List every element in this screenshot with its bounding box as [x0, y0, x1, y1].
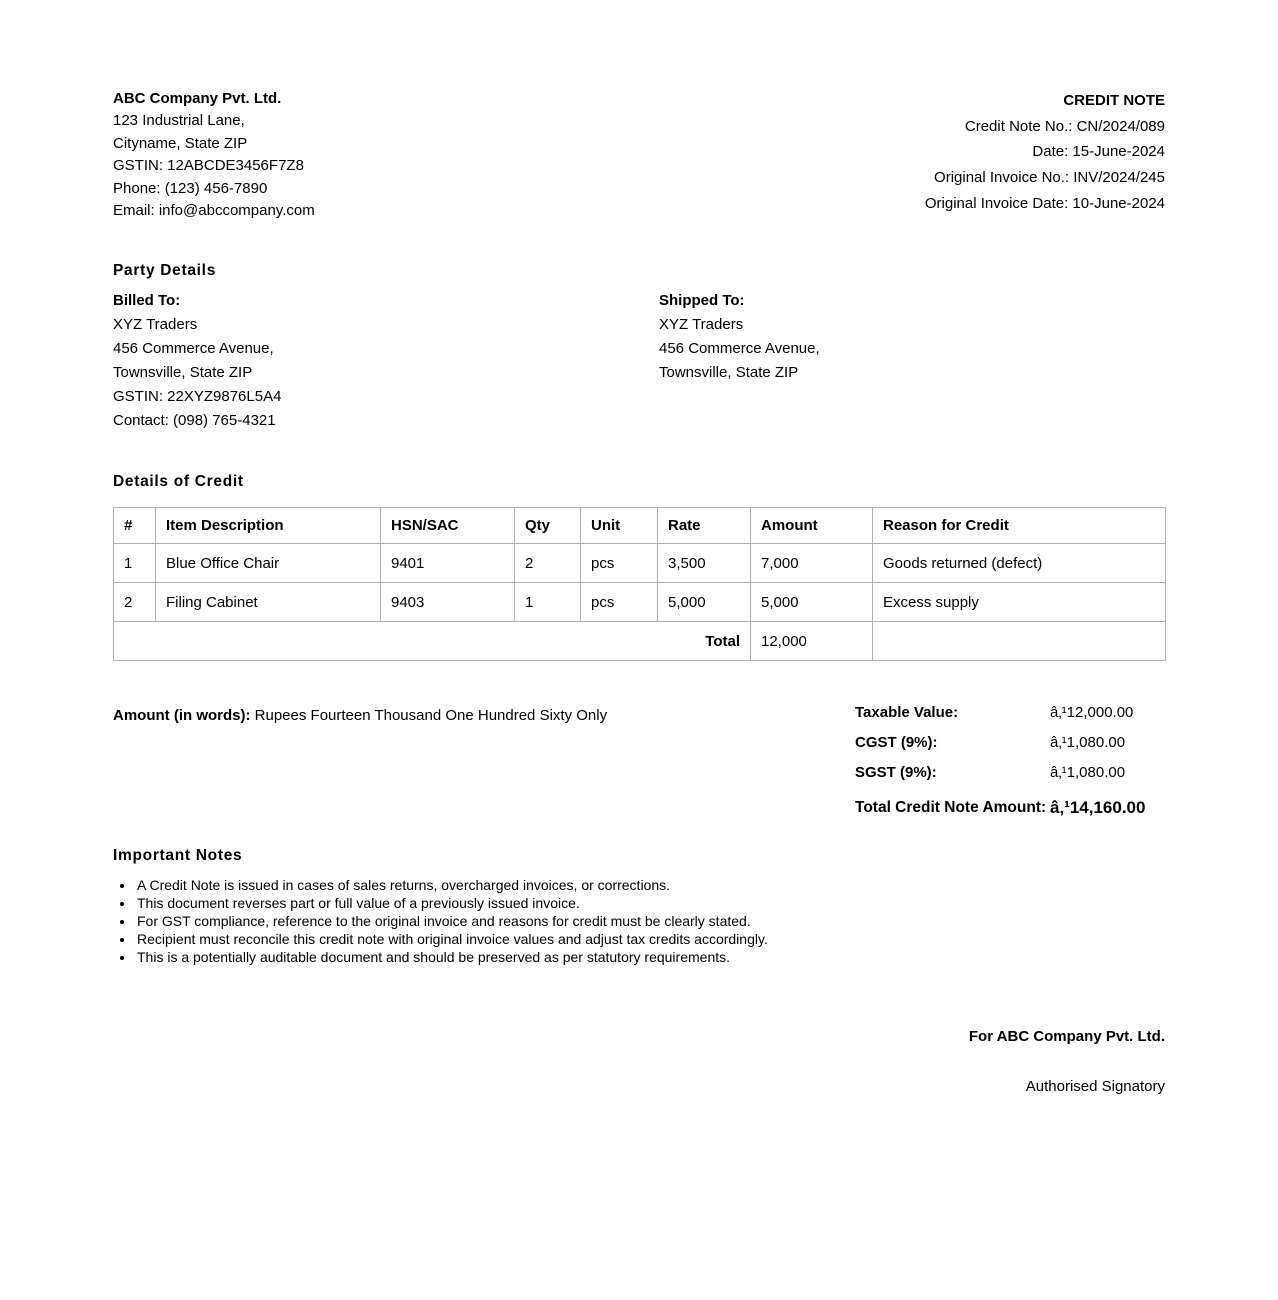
- shipped-to-name: XYZ Traders: [659, 316, 744, 334]
- total-reason-empty-cell: [873, 622, 1166, 661]
- note-item: • This is a potentially auditable document and should be preserved as per statutory requirements.: [135, 949, 1165, 967]
- taxable-value-label: Taxable Value:: [855, 704, 959, 722]
- table-row: [114, 544, 1166, 583]
- note-item: • Recipient must reconcile this credit note with original invoice values and adjust tax credits accordingly.: [135, 931, 1165, 949]
- cell-qty: 1: [515, 583, 581, 622]
- shipped-to-block: [659, 289, 820, 433]
- col-header-hsn-sac: HSN/SAC: [381, 508, 515, 544]
- col-header-rate: Rate: [658, 508, 751, 544]
- seller-address-line1: 123 Industrial Lane,: [113, 112, 245, 130]
- signature-for-company: For ABC Company Pvt. Ltd.: [968, 1028, 1165, 1046]
- cell-reason: Goods returned (defect): [873, 544, 1166, 583]
- credit-items-table: [113, 507, 1166, 661]
- sgst-amount: â‚¹1,080.00: [1050, 764, 1126, 782]
- col-header-qty: Qty: [515, 508, 581, 544]
- document-title: CREDIT NOTE: [1063, 92, 1165, 109]
- sgst-line: [855, 758, 1165, 788]
- shipped-to-address1: 456 Commerce Avenue,: [659, 340, 820, 358]
- cell-index: 2: [114, 583, 156, 622]
- seller-gstin: GSTIN: 12ABCDE3456F7Z8: [113, 157, 304, 175]
- table-header-row: [114, 508, 1166, 544]
- cell-rate: 5,000: [658, 583, 751, 622]
- details-of-credit-section: [113, 473, 1165, 661]
- note-item: • This document reverses part or full value of a previously issued invoice.: [135, 895, 1165, 913]
- important-notes-section: [113, 847, 1165, 966]
- billed-to-name: XYZ Traders: [113, 316, 198, 334]
- original-invoice-number: Original Invoice No.: INV/2024/245: [934, 169, 1165, 187]
- tax-summary-block: [855, 698, 1165, 819]
- taxable-value-amount: â‚¹12,000.00: [1050, 704, 1134, 722]
- note-item: • A Credit Note is issued in cases of sales returns, overcharged invoices, or corrections.: [135, 877, 1165, 895]
- taxable-value-line: [855, 698, 1165, 728]
- important-notes-list: [113, 877, 1165, 966]
- cell-unit: pcs: [581, 544, 658, 583]
- document-header: [113, 88, 1165, 222]
- col-header-index: #: [114, 508, 156, 544]
- party-columns: [113, 289, 1165, 433]
- billed-to-contact: Contact: (098) 765-4321: [113, 412, 276, 430]
- seller-company-block: [113, 88, 315, 222]
- total-credit-note-line: [855, 797, 1165, 819]
- billed-to-label: Billed To:: [113, 292, 181, 310]
- cgst-label: CGST (9%):: [855, 734, 938, 752]
- credit-note-number: Credit Note No.: CN/2024/089: [964, 117, 1165, 135]
- shipped-to-address2: Townsville, State ZIP: [659, 364, 799, 382]
- col-header-item-description: Item Description: [156, 508, 381, 544]
- credit-note-meta-block: [925, 88, 1165, 217]
- party-details-section: [113, 262, 1165, 433]
- amount-in-words: [113, 698, 607, 727]
- col-header-reason: Reason for Credit: [873, 508, 1166, 544]
- cell-reason: Excess supply: [873, 583, 1166, 622]
- cgst-amount: â‚¹1,080.00: [1050, 734, 1126, 752]
- cell-rate: 3,500: [658, 544, 751, 583]
- table-row: [114, 583, 1166, 622]
- cell-amount: 7,000: [751, 544, 873, 583]
- shipped-to-label: Shipped To:: [659, 292, 745, 310]
- credit-note-date: Date: 15-June-2024: [1032, 143, 1165, 161]
- cell-unit: pcs: [581, 583, 658, 622]
- col-header-amount: Amount: [751, 508, 873, 544]
- important-notes-heading: Important Notes: [113, 847, 243, 865]
- cgst-line: [855, 728, 1165, 758]
- total-amount: 12,000: [751, 622, 873, 661]
- seller-phone: Phone: (123) 456-7890: [113, 179, 268, 197]
- cell-index: 1: [114, 544, 156, 583]
- sgst-label: SGST (9%):: [855, 764, 937, 782]
- cell-qty: 2: [515, 544, 581, 583]
- original-invoice-date: Original Invoice Date: 10-June-2024: [924, 194, 1165, 212]
- authorised-signatory-label: Authorised Signatory: [1025, 1078, 1165, 1096]
- seller-address-line2: Cityname, State ZIP: [113, 134, 248, 152]
- cell-amount: 5,000: [751, 583, 873, 622]
- col-header-unit: Unit: [581, 508, 658, 544]
- summary-row: [113, 698, 1165, 819]
- table-total-row: [114, 622, 1166, 661]
- billed-to-block: [113, 289, 659, 433]
- amount-in-words-value: Rupees Fourteen Thousand One Hundred Sixty Only: [254, 707, 608, 725]
- details-of-credit-heading: Details of Credit: [113, 473, 244, 491]
- note-item: • For GST compliance, reference to the original invoice and reasons for credit must be clearly stated.: [135, 913, 1165, 931]
- total-label: Total: [114, 622, 751, 661]
- signature-block: [113, 1028, 1165, 1095]
- party-details-heading: Party Details: [113, 262, 217, 280]
- billed-to-address2: Townsville, State ZIP: [113, 364, 253, 382]
- billed-to-gstin: GSTIN: 22XYZ9876L5A4: [113, 388, 282, 406]
- amount-in-words-label: Amount (in words):: [113, 707, 251, 725]
- seller-email: Email: info@abccompany.com: [113, 202, 315, 220]
- cell-item-description: Blue Office Chair: [156, 544, 381, 583]
- total-credit-note-amount: â‚¹14,160.00: [1050, 798, 1146, 818]
- cell-hsn-sac: 9403: [381, 583, 515, 622]
- seller-company-name: ABC Company Pvt. Ltd.: [113, 90, 282, 107]
- cell-hsn-sac: 9401: [381, 544, 515, 583]
- cell-item-description: Filing Cabinet: [156, 583, 381, 622]
- billed-to-address1: 456 Commerce Avenue,: [113, 340, 274, 358]
- total-credit-note-label: Total Credit Note Amount:: [855, 799, 1047, 817]
